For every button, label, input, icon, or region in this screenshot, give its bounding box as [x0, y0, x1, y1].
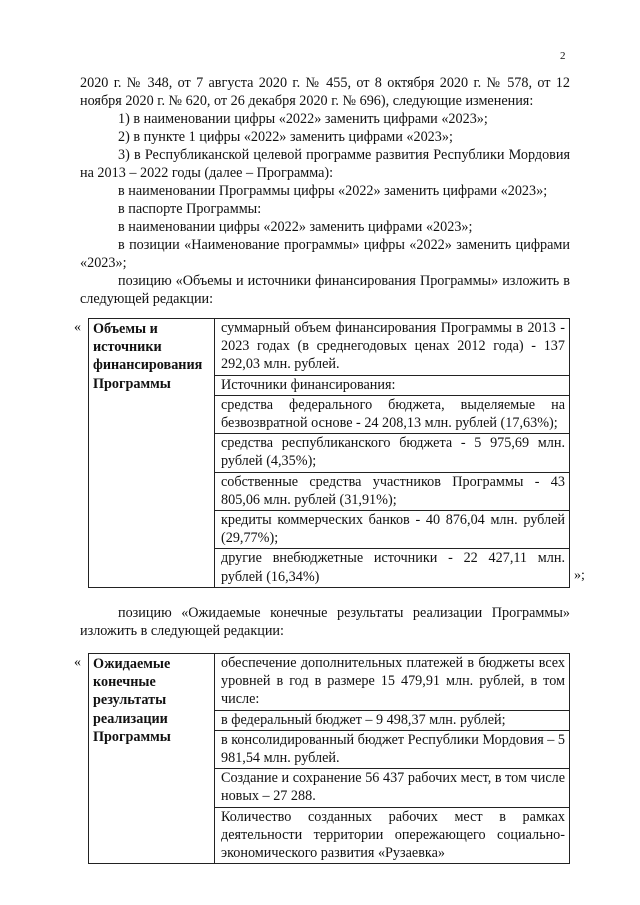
table1-close-quote: »;: [574, 568, 585, 583]
table1-cell: средства республиканского бюджета - 5 975,69 млн. рублей (4,35%);: [215, 434, 569, 472]
table1-cell: Источники финансирования:: [215, 376, 569, 396]
intro-line-8: в позиции «Наименование программы» цифры «2022» заменить цифрами «2023»;: [80, 237, 570, 272]
table2-open-quote: «: [74, 655, 81, 670]
table1-open-quote: «: [74, 320, 81, 335]
intro-line-9: позицию «Объемы и источники финансирования Программы» изложить в следующей редакции:: [80, 273, 570, 308]
intro-line-2: 1) в наименовании цифры «2022» заменить цифрами «2023»;: [118, 111, 488, 127]
intro-line-3: 2) в пункте 1 цифры «2022» заменить цифрами «2023»;: [118, 129, 453, 145]
table1-cell: другие внебюджетные источники - 22 427,11 млн. рублей (16,34%): [221, 550, 565, 585]
table2-label: Ожидаемые конечные результаты реализации Программы: [89, 654, 215, 863]
page-number: 2: [560, 50, 566, 62]
intro-line-5: в наименовании Программы цифры «2022» заменить цифрами «2023»;: [118, 183, 548, 199]
table1-cell: собственные средства участников Программы - 43 805,06 млн. рублей (31,91%);: [215, 473, 569, 511]
table2-content: [215, 654, 569, 863]
table2-cell: обеспечение дополнительных платежей в бюджеты всех уровней в год в размере 15 479,91 млн. рублей, в том числе:: [215, 654, 569, 711]
table1-cell: средства федерального бюджета, выделяемые на безвозвратной основе - 24 208,13 млн. рублей (17,63%);: [215, 396, 569, 434]
intro-line-1: 2020 г. № 348, от 7 августа 2020 г. № 455, от 8 октября 2020 г. № 578, от 12 ноября 2020 г. № 620, от 26 декабря 2020 г. № 696), следующие изменения:: [80, 75, 570, 110]
table1-cell: кредиты коммерческих банков - 40 876,04 млн. рублей (29,77%);: [215, 511, 569, 549]
intro-line-6: в паспорте Программы:: [118, 201, 262, 217]
mid-paragraph: позицию «Ожидаемые конечные результаты реализации Программы» изложить в следующей редакции:: [80, 605, 570, 640]
table1-label: Объемы и источники финансирования Программы: [89, 319, 215, 587]
table2-cell: в федеральный бюджет – 9 498,37 млн. рублей;: [215, 711, 569, 731]
table1-content: [215, 319, 569, 587]
table1-cell: суммарный объем финансирования Программы в 2013 - 2023 годах (в среднегодовых ценах 2012 года) - 137 292,03 млн. рублей.: [215, 319, 569, 376]
table-financing: [88, 318, 570, 588]
table2-cell: Создание и сохранение 56 437 рабочих мест, в том числе новых – 27 288.: [215, 769, 569, 807]
table-results: [88, 653, 570, 864]
intro-line-4: 3) в Республиканской целевой программе развития Республики Мордовия на 2013 – 2022 годы (далее – Программа):: [80, 147, 570, 182]
table2-cell: Количество созданных рабочих мест в рамках деятельности территории опережающего социально-экономического развития «Рузаевка»: [221, 808, 565, 862]
table2-cell: в консолидированный бюджет Республики Мордовия – 5 981,54 млн. рублей.: [215, 731, 569, 769]
intro-line-7: в наименовании цифры «2022» заменить цифрами «2023»;: [118, 219, 473, 235]
